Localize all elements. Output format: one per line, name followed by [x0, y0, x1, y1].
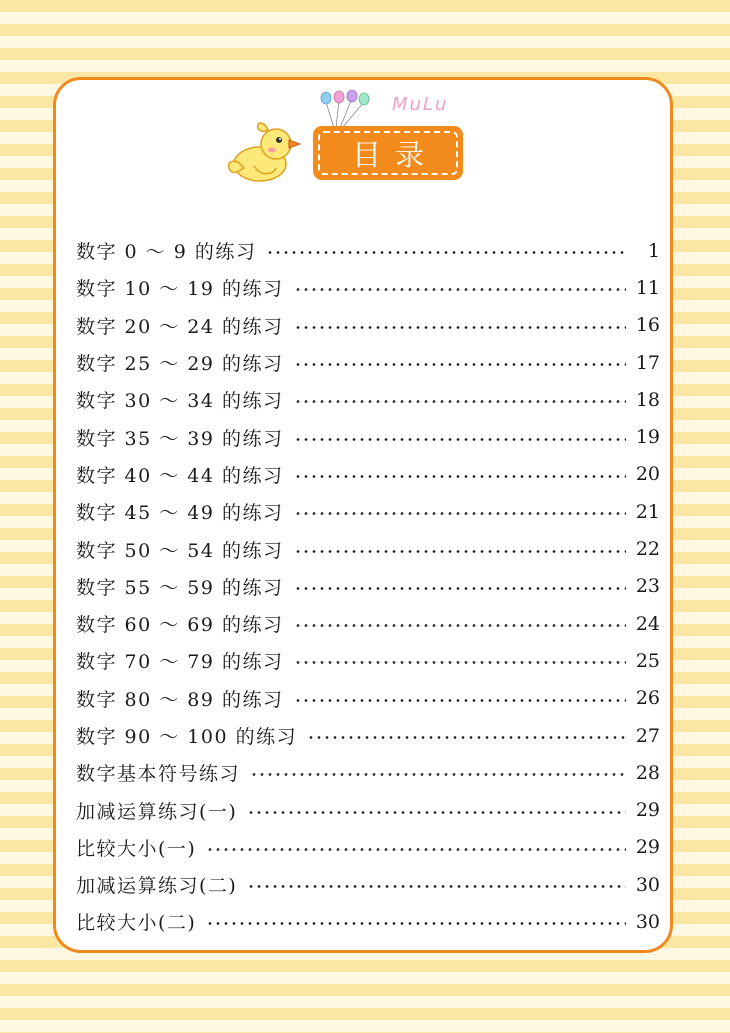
toc-entry[interactable] — [76, 381, 660, 418]
page-title: 目录 — [351, 137, 438, 172]
toc-entry[interactable] — [76, 269, 660, 306]
dot-leader — [294, 699, 626, 702]
dot-leader — [206, 922, 625, 925]
toc-entry[interactable] — [76, 344, 660, 381]
toc-entry-label: 数字 40 ～ 44 的练习 — [76, 464, 284, 487]
toc-entry[interactable] — [76, 307, 660, 344]
toc-entry-page: 21 — [635, 500, 660, 523]
dot-leader — [247, 885, 625, 888]
toc-entry[interactable] — [76, 232, 660, 269]
toc-entry[interactable] — [76, 568, 660, 605]
subtitle: MuLu — [392, 94, 449, 115]
toc-entry-label: 数字 55 ～ 59 的练习 — [76, 576, 284, 599]
toc-entry-label: 数字 80 ～ 89 的练习 — [76, 688, 284, 711]
dot-leader — [294, 475, 626, 478]
dot-leader — [307, 736, 626, 739]
toc-entry[interactable] — [76, 754, 660, 791]
toc-entry-page: 28 — [635, 761, 660, 784]
toc-entry[interactable] — [76, 642, 660, 679]
dot-leader — [294, 400, 626, 403]
toc-entry-page: 29 — [635, 836, 660, 859]
toc-entry-page: 27 — [635, 724, 660, 747]
dot-leader — [250, 773, 626, 776]
toc-entry-page: 25 — [635, 649, 660, 672]
dot-leader — [294, 624, 626, 627]
dot-leader — [294, 550, 626, 553]
dot-leader — [247, 811, 625, 814]
contents-header — [56, 80, 676, 200]
toc-entry-label: 数字 0 ～ 9 的练习 — [76, 241, 257, 264]
toc-entry-label: 数字 25 ～ 29 的练习 — [76, 353, 284, 376]
toc-entry-page: 29 — [635, 799, 660, 822]
toc-entry[interactable] — [76, 530, 660, 567]
toc-entry[interactable] — [76, 680, 660, 717]
title-badge — [313, 126, 463, 180]
toc-entry[interactable] — [76, 418, 660, 455]
toc-entry-page: 17 — [635, 351, 660, 374]
toc-entry[interactable] — [76, 866, 660, 903]
dot-leader — [266, 251, 628, 254]
contents-card — [53, 77, 673, 953]
toc-entry-page: 30 — [635, 910, 660, 933]
dot-leader — [294, 326, 626, 329]
toc-entry-label: 数字 90 ～ 100 的练习 — [76, 726, 298, 748]
toc-entry[interactable] — [76, 829, 660, 866]
toc-entry-page: 30 — [635, 873, 660, 896]
toc-entry-page: 1 — [647, 239, 660, 262]
toc-list — [76, 232, 660, 941]
dot-leader — [294, 363, 626, 366]
toc-entry-label: 数字 30 ～ 34 的练习 — [76, 390, 284, 413]
toc-entry-label: 加减运算练习(一) — [76, 800, 238, 823]
toc-entry[interactable] — [76, 903, 660, 940]
toc-entry[interactable] — [76, 717, 660, 754]
dot-leader — [294, 512, 626, 515]
dot-leader — [294, 288, 626, 291]
toc-entry-label: 加减运算练习(二) — [76, 875, 238, 898]
bird-icon — [224, 120, 304, 186]
toc-entry[interactable] — [76, 791, 660, 828]
toc-entry-label: 数字 20 ～ 24 的练习 — [76, 315, 284, 338]
toc-entry-page: 20 — [635, 463, 660, 486]
toc-entry-label: 数字基本符号练习 — [76, 763, 241, 786]
toc-entry-page: 18 — [635, 388, 660, 411]
toc-entry-page: 16 — [635, 314, 660, 337]
toc-entry-label: 数字 35 ～ 39 的练习 — [76, 427, 284, 450]
toc-entry-label: 比较大小(一) — [76, 837, 197, 860]
toc-entry-page: 19 — [635, 426, 660, 449]
toc-entry-page: 26 — [635, 687, 660, 710]
dot-leader — [294, 438, 626, 441]
toc-entry-label: 数字 60 ～ 69 的练习 — [76, 614, 284, 637]
balloons-icon — [314, 90, 374, 130]
toc-entry[interactable] — [76, 605, 660, 642]
toc-entry-page: 11 — [635, 276, 660, 299]
dot-leader — [206, 848, 625, 851]
toc-entry[interactable] — [76, 456, 660, 493]
toc-entry-label: 比较大小(二) — [76, 912, 197, 935]
toc-entry-page: 22 — [635, 538, 660, 561]
toc-entry-label: 数字 10 ～ 19 的练习 — [76, 278, 284, 301]
toc-entry-label: 数字 45 ～ 49 的练习 — [76, 502, 284, 525]
toc-entry-page: 23 — [635, 575, 660, 598]
toc-entry-label: 数字 50 ～ 54 的练习 — [76, 539, 284, 562]
toc-entry-page: 24 — [635, 612, 660, 635]
dot-leader — [294, 661, 626, 664]
dot-leader — [294, 587, 626, 590]
toc-entry[interactable] — [76, 493, 660, 530]
toc-entry-label: 数字 70 ～ 79 的练习 — [76, 651, 284, 674]
